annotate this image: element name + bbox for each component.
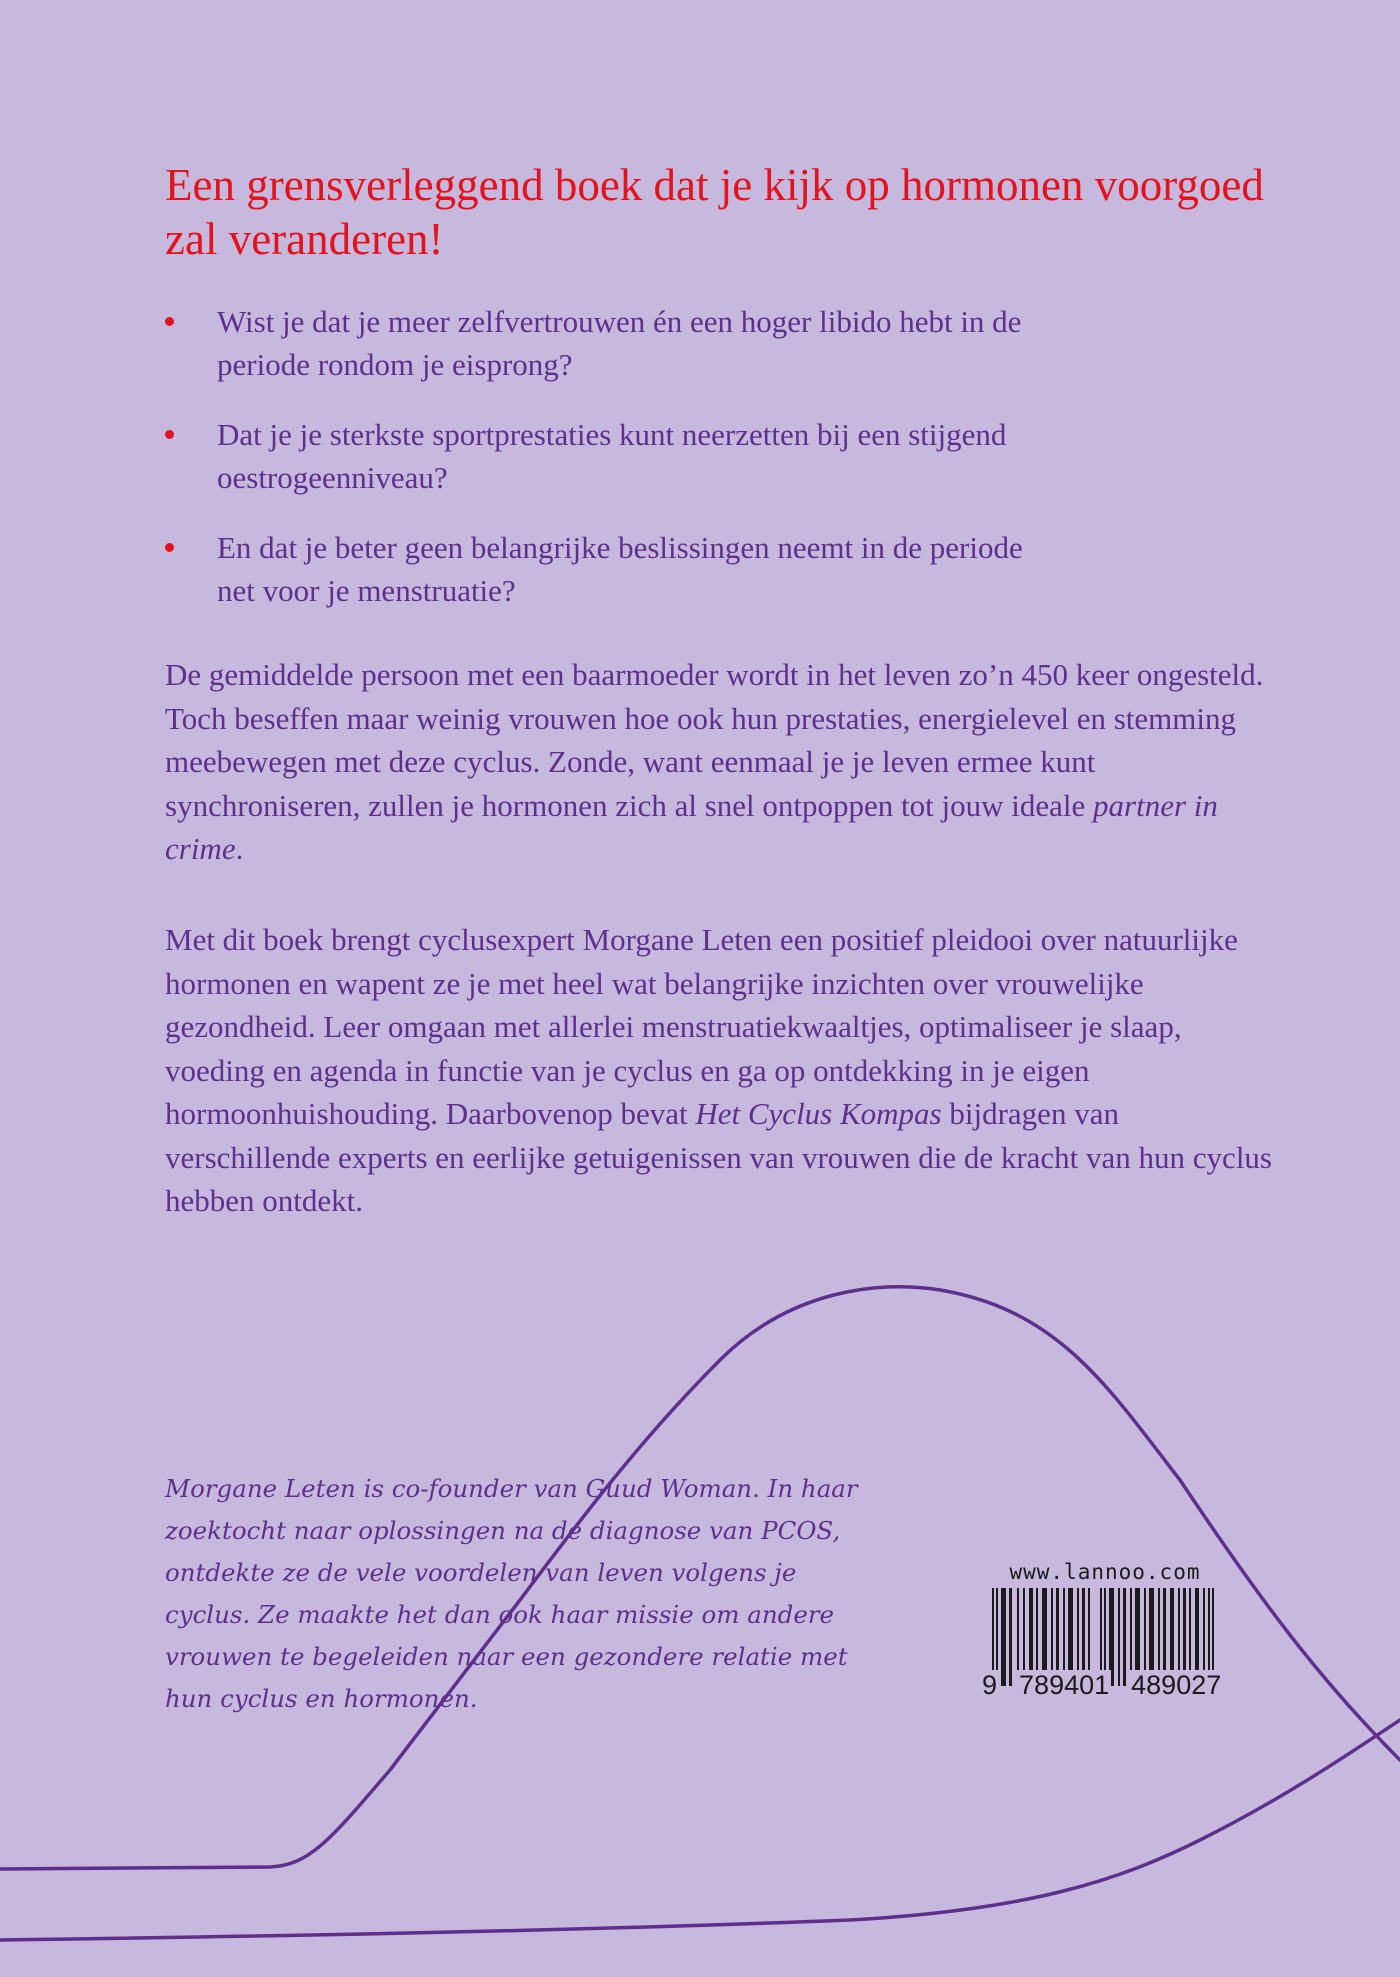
isbn-left-group: 789401 — [1019, 1670, 1110, 1700]
bullet-dot-icon — [165, 543, 174, 552]
intro-text: De gemiddelde persoon met een baarmoeder wordt in het leven zo’n 450 keer ongesteld. Toch beseffen maar weinig vrouwen hoe ook hun prestaties, energielevel en stemming meebewegen met deze cyclus. Zonde, want eenmaal je je leven ermee kunt synchroniseren, zullen je hormonen zich al snel ontpoppen tot jouw ideale — [165, 657, 1264, 823]
bullet-list — [165, 300, 1065, 639]
description-end: bijdragen van verschillende experts en eerlijke getuigenissen van vrouwen die de kracht van hun cyclus hebben ontdekt. — [165, 1096, 1272, 1218]
bullet-item — [165, 526, 1065, 612]
isbn-prefix-digit: 9 — [982, 1670, 998, 1700]
bullet-text: Wist je dat je meer zelfvertrouwen én een hoger libido hebt in de periode rondom je eisprong? — [217, 304, 1022, 382]
book-description-paragraph — [165, 918, 1285, 1223]
bullet-text: En dat je beter geen belangrijke beslissingen neemt in de periode net voor je menstruatie? — [217, 530, 1023, 608]
bullet-dot-icon — [165, 430, 174, 439]
isbn-right-group: 489027 — [1131, 1670, 1222, 1700]
intro-paragraph — [165, 653, 1285, 871]
isbn-barcode — [980, 1560, 1230, 1701]
intro-italic-phrase: partner in crime — [165, 787, 1218, 866]
isbn-digits — [980, 1670, 1230, 1701]
bullet-text: Dat je je sterkste sportprestaties kunt neerzetten bij een stijgend oestrogeenniveau? — [217, 417, 1007, 495]
intro-end: . — [235, 831, 244, 866]
description-text: Met dit boek brengt cyclusexpert Morgane Leten een positief pleidooi over natuurlijke hormonen en wapent ze je met heel wat belangrijke inzichten over vrouwelijke gezondheid. Leer omgaan met allerlei menstruatiekwaaltjes, optimaliseer je slaap, voeding en agenda in functie van je cyclus en ga op ontdekking in je eigen hormoonhuishouding. Daarbovenop bevat — [165, 922, 1238, 1131]
bullet-item — [165, 300, 1065, 386]
publisher-url: www.lannoo.com — [1009, 1560, 1201, 1584]
headline: Een grensverleggend boek dat je kijk op hormonen voorgoed zal veranderen! — [165, 160, 1264, 264]
bullet-item — [165, 413, 1065, 499]
author-bio: Morgane Leten is co-founder van Guud Woman. In haar zoektocht naar oplossingen na de diagnose van PCOS, ontdekte ze de vele voordelen van leven volgens je cyclus. Ze maakte het dan ook haar missie om andere vrouwen te begeleiden naar een gezondere relatie met hun cyclus en hormonen. — [165, 1474, 858, 1713]
bullet-dot-icon — [165, 317, 174, 326]
book-title-italic: Het Cyclus Kompas — [695, 1096, 942, 1131]
